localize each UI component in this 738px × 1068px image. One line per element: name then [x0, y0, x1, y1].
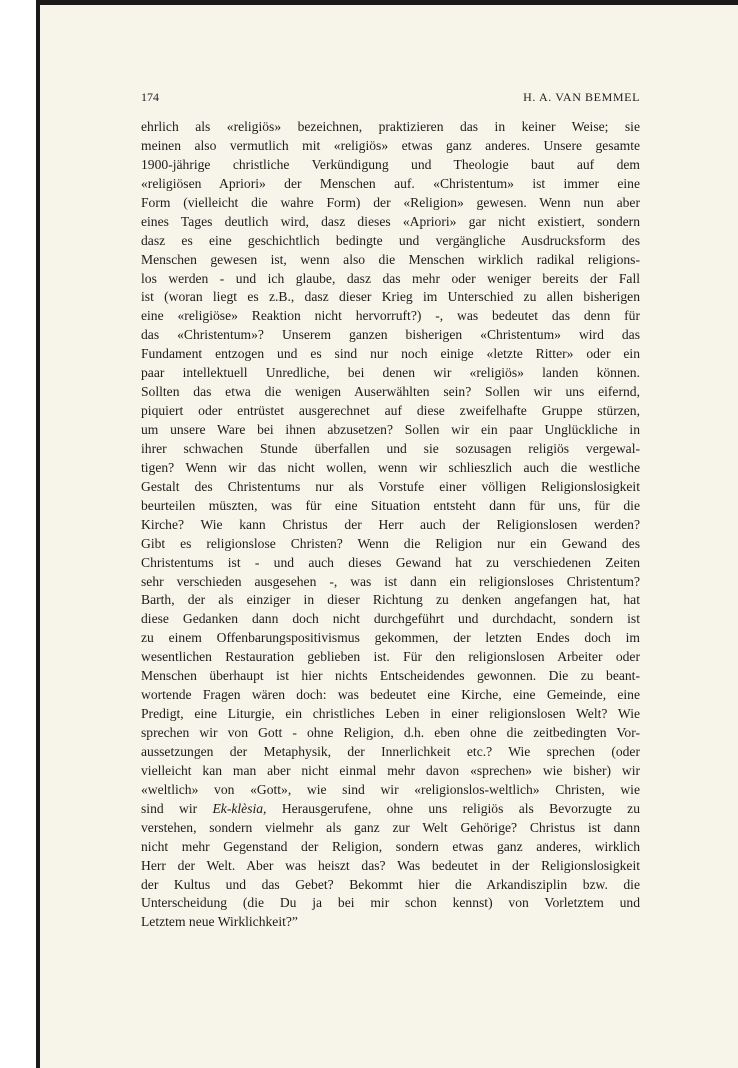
text-line: eine «religiöse» Reaktion nicht hervorruft?) -, was bedeutet das denn für — [141, 308, 640, 324]
text-line: Form (vielleicht die wahre Form) der «Religion» gewesen. Wenn nun aber — [141, 194, 640, 210]
text-line: sehr verschieden ausgesehen -, was ist dann ein religionsloses Christentum? — [141, 573, 640, 589]
text-line: ehrlich als «religiös» bezeichnen, praktizieren das in keiner Weise; sie — [141, 119, 640, 134]
text-line: um unsere Ware bei ihnen abzusetzen? Sollen wir ein paar Unglückliche in — [141, 422, 640, 437]
text-line: vielleicht kan man aber nicht einmal mehr davon «sprechen» wie bisher) wir — [141, 762, 640, 778]
text-line: zu einem Offenbarungspositivismus gekommen, der letzten Endes doch im — [141, 630, 640, 646]
text-line: eines Tages deutlich wird, dasz dieses «Apriori» gar nicht existiert, sondern — [141, 213, 640, 229]
text-line: das «Christentum»? Unserem ganzen bisherigen «Christentum» wird das — [141, 327, 640, 343]
text-line: Menschen überhaupt ist hier nichts Entscheidendes gewonnen. Die zu beant- — [141, 668, 640, 684]
text-line: Herr der Welt. Aber was heiszt das? Was bedeutet in der Religionslosigkeit — [141, 857, 640, 873]
text-line: paar intellektuell Unredliche, bei denen wir «religiös» landen können. — [141, 365, 640, 381]
text-line: Unterscheidung (die Du ja bei mir schon kennst) von Vorletztem und — [141, 895, 640, 911]
text-line: ihrer schwachen Stunde überfallen und sie sozusagen religiös vergewal- — [141, 440, 640, 456]
text-line: «religiösen Apriori» der Menschen auf. «Christentum» ist immer eine — [141, 175, 640, 191]
text-line: ist (woran liegt es z.B., dasz dieser Krieg im Unterschied zu allen bisherigen — [141, 289, 640, 305]
text-line: Menschen gewesen ist, wenn also die Menschen wirklich radikal religions- — [141, 251, 640, 267]
text-segment: Herausgerufene, ohne uns religiös als Bevorzugte zu — [266, 800, 641, 816]
text-line-last: Letztem neue Wirklichkeit?” — [141, 914, 298, 930]
text-line: Predigt, eine Liturgie, ein christliches Leben in einer religionslosen Welt? Wie — [141, 706, 640, 722]
text-line: Gibt es religionslose Christen? Wenn die Religion nur ein Gewand des — [141, 535, 640, 551]
running-head — [141, 90, 640, 110]
scan-edge-top — [36, 0, 738, 5]
text-line: aussetzungen der Metaphysik, der Innerlichkeit etc.? Wie sprechen (oder — [141, 743, 640, 759]
text-line: der Kultus und das Gebet? Bekommt hier die Arkandisziplin bzw. die — [141, 876, 640, 892]
text-line: wortende Fragen wären doch: was bedeutet eine Kirche, eine Gemeinde, eine — [141, 687, 640, 703]
scan-edge-left — [36, 0, 40, 1068]
text-line: Kirche? Wie kann Christus der Herr auch der Religionslosen werden? — [141, 516, 640, 532]
text-line: tigen? Wenn wir das nicht wollen, wenn wir schlieszlich auch die westliche — [141, 459, 640, 475]
text-line: nicht mehr Gegenstand der Religion, sondern etwas ganz anderes, wirklich — [141, 838, 640, 854]
text-line: piquiert oder entrüstet ausgerechnet auf diese zweifelhafte Gruppe stürzen, — [141, 403, 640, 419]
text-line: Barth, der als einziger in dieser Richtung zu denken angefangen hat, hat — [141, 592, 640, 608]
text-line: beurteilen müszten, was für eine Situation entsteht dann für uns, für die — [141, 497, 640, 513]
page-number: 174 — [141, 90, 159, 104]
italic-term: Ek-klèsia, — [212, 800, 267, 816]
text-line: sprechen wir von Gott - ohne Religion, d.h. eben ohne die zeitbedingten Vor- — [141, 725, 640, 740]
text-line: Fundament entzogen und es sind nur noch einige «letzte Ritter» oder ein — [141, 346, 640, 362]
text-line: verstehen, sondern vielmehr als ganz zur Welt Gehörige? Christus ist dann — [141, 819, 640, 835]
text-line: Christentums ist - und auch dieses Gewand hat zu verschiedenen Zeiten — [141, 554, 640, 570]
text-line: meinen also vermutlich mit «religiös» etwas ganz anderes. Unsere gesamte — [141, 137, 640, 153]
scan-margin — [0, 0, 36, 1068]
body-text — [141, 118, 640, 932]
text-line: diese Gedanken dann doch nicht durchgeführt und durchdacht, sondern ist — [141, 611, 640, 627]
text-line: dasz es eine geschichtlich bedingte und vergängliche Ausdrucksform des — [141, 232, 640, 248]
text-line: Gestalt des Christentums nur als Vorstufe einer völligen Religionslosigkeit — [141, 478, 640, 494]
text-line-with-italic — [141, 800, 640, 819]
text-line: los werden - und ich glaube, dasz das mehr oder weniger bereits der Fall — [141, 270, 640, 286]
text-line: 1900-jährige christliche Verkündigung und Theologie baut auf dem — [141, 156, 640, 172]
text-line: «weltlich» von «Gott», wie sind wir «religionslos-weltlich» Christen, wie — [141, 781, 640, 797]
author-header: H. A. VAN BEMMEL — [523, 90, 640, 104]
text-line: wesentlichen Restauration geblieben ist. Für den religionslosen Arbeiter oder — [141, 649, 640, 665]
text-line: Sollten das etwa die wenigen Auserwählten sein? Sollen wir uns eifernd, — [141, 384, 640, 400]
text-segment: sind wir — [141, 800, 213, 816]
